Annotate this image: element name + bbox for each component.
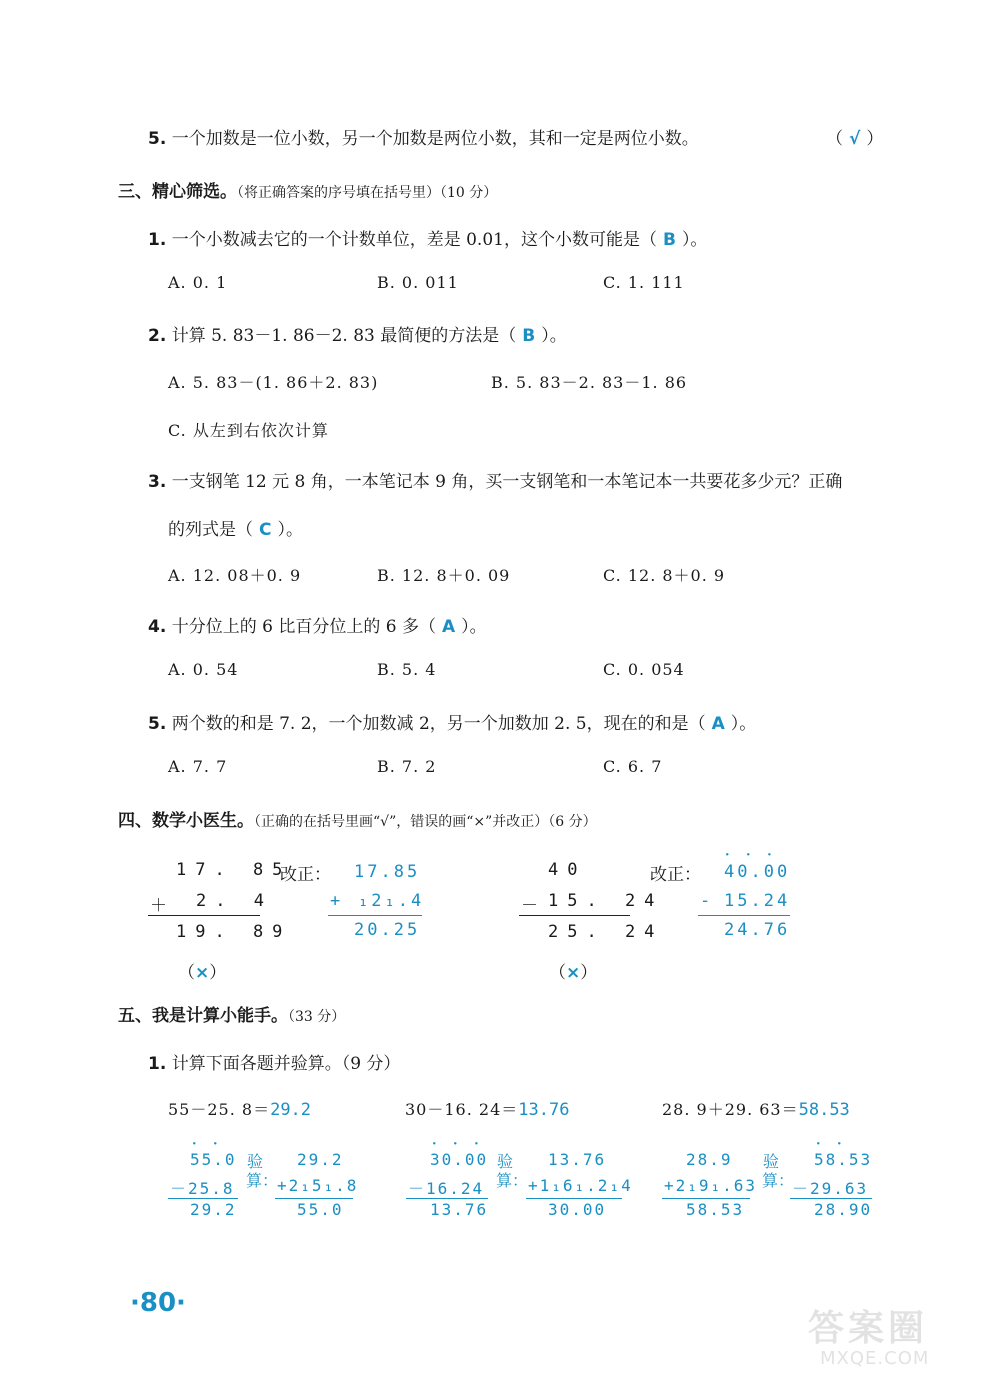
check-mark: √ — [849, 129, 861, 149]
mc-question-2: 2. 计算 5. 83－1. 86－2. 83 最简便的方法是（ B ）。 — [148, 326, 567, 346]
calc-3-b-top: 58.53 — [814, 1150, 873, 1169]
p1-top: 17. 85 — [176, 860, 292, 880]
calc-2-expression: 30－16. 24＝13.76 — [405, 1100, 570, 1120]
calc-3-a-top: 28.9 — [686, 1150, 733, 1169]
option-b: B. 5. 83－2. 83－1. 86 — [491, 373, 688, 392]
p1-bottom: 2. 4 — [196, 891, 273, 911]
option-b: B. 0. 011 — [377, 273, 459, 292]
p2-rule — [519, 915, 630, 916]
calc-1-a-result: 29.2 — [190, 1200, 237, 1219]
answer-letter: A — [711, 714, 725, 734]
borrow-dots: · · — [816, 1137, 848, 1152]
calc-1-a-mid: －25.8 — [170, 1179, 235, 1198]
watermark-logo — [800, 1298, 970, 1373]
p1-fix-result: 20.25 — [354, 920, 421, 940]
p2-fix-bottom: 15.24 — [724, 891, 791, 911]
sub-question-1: 1. 计算下面各题并验算。（9 分） — [148, 1054, 401, 1074]
calc-3-a-rule — [662, 1198, 750, 1199]
section-4-heading: 四、数学小医生。（正确的在括号里画“√”，错误的画“×”并改正）（6 分） — [118, 811, 597, 831]
option-a: A. 5. 83－(1. 86＋2. 83) — [168, 373, 379, 392]
p1-fix-bottom: ₁2₁.4 — [358, 891, 425, 911]
calc-3-b-result: 28.90 — [814, 1200, 873, 1219]
borrow-dots: · · · — [725, 848, 778, 863]
p2-result: 25. 24 — [548, 922, 664, 942]
p2-fix-operator: - — [700, 891, 714, 911]
question-text: 一个加数是一位小数，另一个加数是两位小数，其和一定是两位小数。 — [171, 129, 699, 149]
option-c: C. 0. 054 — [603, 660, 685, 679]
mc-question-4: 4. 十分位上的 6 比百分位上的 6 多（ A ）。 — [148, 617, 487, 637]
p1-operator: ＋ — [150, 896, 176, 916]
check-label: 验算： — [246, 1152, 279, 1190]
option-a: A. 7. 7 — [168, 757, 228, 776]
p2-fix-top: 40.00 — [724, 862, 791, 882]
answer-letter: B — [522, 326, 536, 346]
p1-fix-operator: + — [330, 891, 344, 911]
option-c: C. 6. 7 — [603, 757, 663, 776]
option-c: C. 1. 111 — [603, 273, 685, 292]
cross-mark: × — [566, 963, 581, 983]
calc-1-a-rule — [168, 1198, 238, 1199]
check-label: 验算： — [762, 1152, 795, 1190]
calc-3-a-mid: +2₁9₁.63 — [664, 1176, 758, 1195]
p2-bottom: 15. 24 — [548, 891, 664, 911]
watermark-title: 答案圈 — [808, 1308, 929, 1349]
page-number: ·80· — [130, 1288, 186, 1318]
question-number: 5. — [148, 129, 167, 149]
mc-question-5: 5. 两个数的和是 7. 2，一个加数减 2，另一个加数加 2. 5，现在的和是（ A ）。 — [148, 714, 757, 734]
section-5-heading: 五、我是计算小能手。（33 分） — [118, 1006, 346, 1026]
option-c: C. 从左到右依次计算 — [168, 421, 329, 440]
watermark-url: MXQE.COM — [820, 1348, 930, 1369]
borrow-dots: · · — [192, 1137, 224, 1152]
calc-3-b-mid: －29.63 — [792, 1179, 869, 1198]
calc-2-a-rule — [406, 1198, 488, 1199]
judge-answer: （ √ ） — [826, 129, 884, 149]
mc-question-3: 3. 一支钢笔 12 元 8 角，一本笔记本 9 角，买一支钢笔和一本笔记本一共要花多少元？正确 — [148, 472, 843, 492]
p2-fix-result: 24.76 — [724, 920, 791, 940]
calc-2-a-result: 13.76 — [430, 1200, 489, 1219]
borrow-dots: · · · — [432, 1137, 485, 1152]
calc-1-a-top: 55.0 — [190, 1150, 237, 1169]
p2-operator: － — [521, 896, 547, 916]
calc-1-b-result: 55.0 — [297, 1200, 344, 1219]
p2-verdict: （×） — [549, 963, 598, 983]
calc-2-b-mid: +1₁6₁.2₁4 — [528, 1176, 633, 1195]
calc-1-expression: 55－25. 8＝29.2 — [168, 1100, 312, 1120]
section-3-note: （将正确答案的序号填在括号里）（10 分） — [237, 185, 498, 201]
calc-2-b-top: 13.76 — [548, 1150, 607, 1169]
calc-2-a-top: 30.00 — [430, 1150, 489, 1169]
p1-fix-top: 17.85 — [354, 862, 421, 882]
mc-question-1: 1. 一个小数减去它的一个计数单位，差是 0.01，这个小数可能是（ B ）。 — [148, 230, 708, 250]
calc-3-a-result: 58.53 — [686, 1200, 745, 1219]
option-a: A. 12. 08＋0. 9 — [168, 566, 302, 585]
p1-rule — [148, 915, 260, 916]
section-4-note: （正确的在括号里画“√”，错误的画“×”并改正）（6 分） — [254, 814, 597, 830]
calc-1-answer: 29.2 — [270, 1100, 312, 1120]
calc-1-b-top: 29.2 — [297, 1150, 344, 1169]
p1-correct-label: 改正： — [280, 865, 331, 885]
judge-question-5 — [148, 124, 699, 149]
option-b: B. 12. 8＋0. 09 — [377, 566, 511, 585]
answer-letter: A — [441, 617, 456, 637]
p2-top: 40 — [548, 860, 587, 880]
option-a: A. 0. 1 — [168, 273, 228, 292]
p1-verdict: （×） — [178, 963, 227, 983]
section-3-heading: 三、精心筛选。（将正确答案的序号填在括号里）（10 分） — [118, 182, 498, 202]
option-b: B. 5. 4 — [377, 660, 437, 679]
check-label: 验算： — [496, 1152, 529, 1190]
section-5-score: （33 分） — [288, 1009, 346, 1025]
calc-2-answer: 13.76 — [518, 1100, 570, 1120]
calc-3-b-rule — [790, 1198, 872, 1199]
option-a: A. 0. 54 — [168, 660, 239, 679]
calc-3-expression: 28. 9＋29. 63＝58.53 — [662, 1100, 850, 1120]
mc-question-3-line2: 的列式是（ C ）。 — [168, 520, 303, 540]
calc-2-b-result: 30.00 — [548, 1200, 607, 1219]
answer-letter: C — [259, 520, 272, 540]
option-c: C. 12. 8＋0. 9 — [603, 566, 726, 585]
p2-fix-rule — [698, 915, 790, 916]
p1-result: 19. 89 — [176, 922, 292, 942]
calc-2-b-rule — [526, 1198, 622, 1199]
option-b: B. 7. 2 — [377, 757, 437, 776]
calc-2-a-mid: －16.24 — [408, 1179, 485, 1198]
p2-correct-label: 改正： — [650, 865, 701, 885]
answer-letter: B — [662, 230, 676, 250]
calc-1-b-mid: +2₁5₁.8 — [277, 1176, 359, 1195]
calc-3-answer: 58.53 — [798, 1100, 850, 1120]
p1-fix-rule — [328, 915, 422, 916]
calc-1-b-rule — [275, 1198, 353, 1199]
cross-mark: × — [195, 963, 210, 983]
